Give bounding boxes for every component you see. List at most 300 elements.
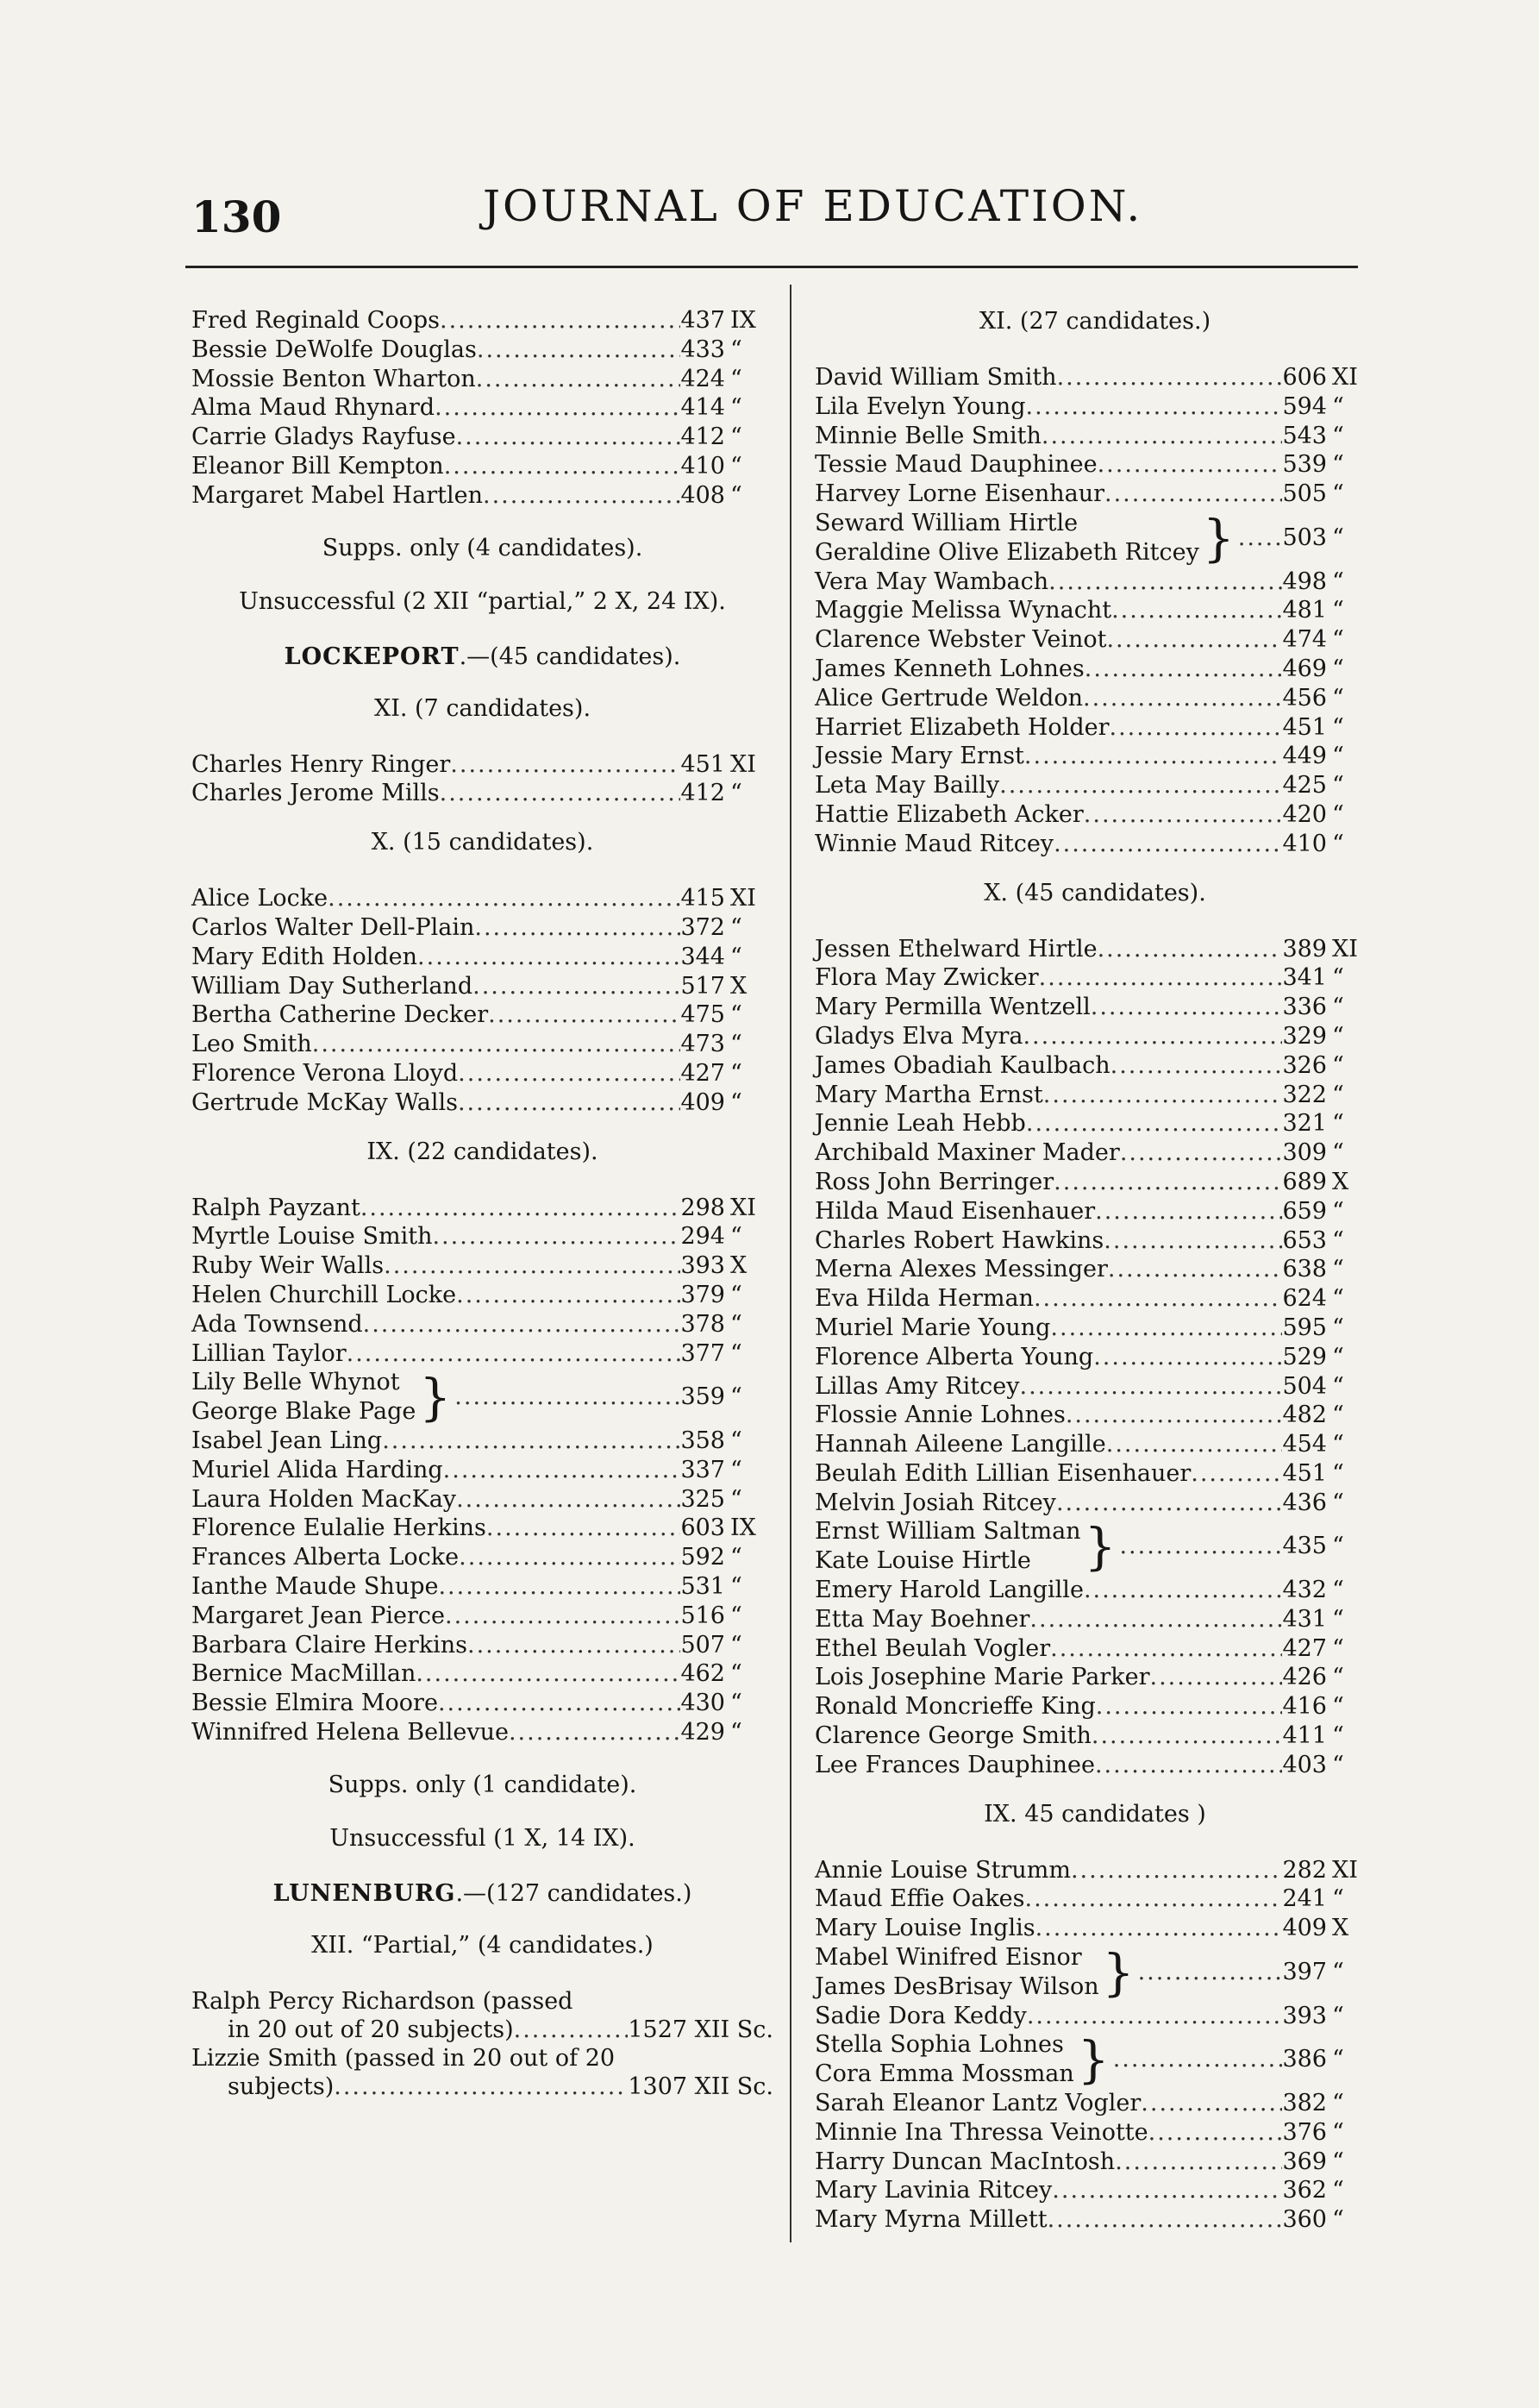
candidate-grade: “	[1332, 800, 1344, 828]
candidate-score: 282	[1282, 1856, 1327, 1884]
candidate-grade: “	[1332, 422, 1344, 449]
candidate-name: Gladys Elva Myra	[815, 1022, 1023, 1050]
candidate-grade: “	[1332, 1605, 1344, 1633]
candidate-row	[191, 1088, 773, 1118]
candidate-row	[815, 1634, 1375, 1664]
candidate-score: 362	[1282, 2177, 1327, 2204]
candidate-row	[815, 1343, 1375, 1372]
candidate-name: Bertha Catherine Decker	[191, 1001, 489, 1029]
candidate-grade: XI	[1332, 935, 1358, 963]
candidate-score: 436	[1282, 1489, 1327, 1516]
candidate-name: Lily Belle Whynot	[191, 1369, 400, 1396]
left-column	[191, 306, 773, 2101]
leader-dots	[1141, 2089, 1282, 2118]
tied-names	[815, 1517, 1081, 1576]
leader-dots	[1111, 596, 1282, 625]
candidate-row	[191, 1514, 773, 1543]
candidate-score: 424	[680, 365, 725, 392]
candidate-name: Winnie Maud Ritcey	[815, 830, 1054, 857]
tied-candidates	[815, 509, 1375, 568]
candidate-score: 516	[680, 1602, 725, 1629]
leader-dots	[1106, 1430, 1283, 1459]
candidate-grade: “	[1332, 480, 1344, 508]
candidate-row	[191, 423, 773, 452]
candidate-grade: “	[1332, 1634, 1344, 1662]
candidate-score: 425	[1282, 772, 1327, 800]
candidate-name: Mary Myrna Millett	[815, 2206, 1048, 2234]
grade-heading: XI. (7 candidates).	[373, 694, 591, 722]
candidate-score: 594	[1282, 392, 1327, 420]
candidate-score: 241	[1282, 1885, 1327, 1913]
candidate-name: Fred Reginald Coops	[191, 307, 441, 334]
brace-glyph: }	[1084, 1517, 1117, 1577]
candidate-name: Harry Duncan MacIntosh	[815, 2148, 1116, 2175]
town-heading-lunenburg	[191, 1877, 773, 1911]
leader-dots	[458, 1088, 681, 1118]
leader-dots	[1138, 1958, 1283, 1987]
candidate-row	[815, 935, 1375, 964]
candidate-grade: “	[730, 1031, 742, 1058]
candidate-grade: “	[730, 1690, 742, 1717]
candidate-score: 427	[680, 1059, 725, 1087]
candidate-grade: “	[1332, 1402, 1344, 1429]
candidate-name: Ethel Beulah Vogler	[815, 1634, 1051, 1662]
town-name: LOCKEPORT	[284, 643, 460, 670]
entry-text: subjects)	[228, 2073, 335, 2100]
candidate-grade: “	[1332, 1197, 1344, 1225]
candidate-row	[815, 655, 1375, 684]
candidate-grade: “	[1332, 392, 1344, 420]
candidate-grade: XI	[1332, 364, 1358, 391]
candidate-grade: “	[1332, 1489, 1344, 1516]
candidate-grade: “	[1332, 772, 1344, 800]
leader-dots	[1098, 450, 1283, 480]
candidate-row	[815, 480, 1375, 509]
candidate-row	[815, 1022, 1375, 1051]
candidate-name: Helen Churchill Locke	[191, 1281, 457, 1308]
candidate-name: Mary Lavinia Ritcey	[815, 2177, 1053, 2204]
bracketed-pair	[815, 1517, 1375, 1576]
candidate-grade: “	[1332, 2002, 1344, 2029]
candidate-name: Flora May Zwicker	[815, 964, 1039, 992]
candidate-score: 409	[1282, 1915, 1327, 1942]
leader-dots	[1048, 568, 1282, 597]
leader-dots	[384, 1251, 680, 1281]
leader-dots	[360, 1194, 681, 1223]
candidate-name: Leta May Bailly	[815, 772, 1000, 800]
candidate-grade: “	[1332, 524, 1344, 551]
bracketed-pair	[191, 1368, 773, 1427]
candidate-name: Jessen Ethelward Hirtle	[815, 935, 1098, 963]
header-rule	[185, 266, 1358, 268]
leader-dots	[1057, 363, 1283, 392]
tied-names	[191, 1368, 416, 1427]
leader-dots	[1106, 625, 1282, 655]
candidate-row	[815, 1605, 1375, 1634]
candidate-name: Ruby Weir Walls	[191, 1252, 385, 1280]
leader-dots	[1035, 1914, 1283, 1943]
list-xi-a	[815, 363, 1375, 509]
candidate-grade: “	[1332, 1256, 1344, 1283]
candidate-name: James Kenneth Lohnes	[815, 655, 1085, 682]
candidate-row	[815, 1576, 1375, 1605]
brace-glyph: }	[1077, 2030, 1110, 2090]
leader-dots	[1148, 2118, 1283, 2148]
candidate-name: Barbara Claire Herkins	[191, 1631, 467, 1659]
candidate-score: 543	[1282, 422, 1327, 449]
leader-dots	[1095, 1751, 1283, 1780]
candidate-name: David William Smith	[815, 364, 1057, 391]
candidate-row	[191, 1602, 773, 1631]
candidate-score: 369	[1282, 2148, 1327, 2175]
candidate-score: 416	[1282, 1693, 1327, 1721]
leader-dots	[999, 771, 1282, 800]
candidate-grade: “	[730, 1456, 742, 1483]
candidate-score: 603	[680, 1514, 725, 1542]
candidate-grade: “	[1332, 1885, 1344, 1913]
candidate-grade: “	[730, 423, 742, 451]
candidate-name: Lee Frances Dauphinee	[815, 1751, 1095, 1778]
leader-dots	[1096, 1692, 1283, 1721]
candidate-row	[815, 2089, 1375, 2118]
list-xi	[191, 750, 773, 809]
candidate-score: 389	[1282, 935, 1327, 963]
tied-candidates	[815, 1517, 1375, 1576]
list-ix-c	[815, 2089, 1375, 2235]
candidate-row	[191, 365, 773, 394]
leader-dots	[1042, 422, 1283, 451]
leader-dots	[514, 2016, 629, 2044]
leader-dots	[1039, 963, 1283, 993]
candidate-name: Sadie Dora Keddy	[815, 2002, 1027, 2029]
candidate-name: Cora Emma Mossman	[815, 2060, 1074, 2088]
candidate-score: 435	[1282, 1533, 1327, 1560]
entry-text: in 20 out of 20 subjects)	[228, 2016, 514, 2043]
candidate-score: 403	[1282, 1751, 1327, 1778]
candidate-name: Harriet Elizabeth Holder	[815, 713, 1110, 741]
supps-note: Supps. only (4 candidates).	[322, 534, 643, 561]
candidate-grade: “	[730, 1660, 742, 1688]
candidate-name: Hattie Elizabeth Acker	[815, 800, 1084, 828]
candidate-score: 451	[1282, 1459, 1327, 1487]
candidate-grade: “	[1332, 568, 1344, 595]
candidate-score: 410	[680, 452, 725, 480]
leader-dots	[416, 1659, 680, 1689]
candidate-name: Alice Gertrude Weldon	[815, 684, 1083, 712]
candidate-name: Alice Locke	[191, 885, 328, 912]
candidate-row	[815, 1751, 1375, 1780]
tied-candidates	[191, 1368, 773, 1427]
candidate-grade: “	[1332, 2206, 1344, 2234]
candidate-row	[815, 1856, 1375, 1885]
candidate-name: Mary Permilla Wentzell	[815, 994, 1091, 1021]
leader-dots	[347, 1339, 681, 1369]
candidate-grade: “	[730, 1059, 742, 1087]
candidate-row	[815, 1226, 1375, 1256]
candidate-row	[191, 1456, 773, 1485]
candidate-name: Harvey Lorne Eisenhaur	[815, 480, 1105, 508]
candidate-name: Lillas Amy Ritcey	[815, 1372, 1020, 1400]
leader-dots	[1056, 1489, 1283, 1518]
supps-note: Supps. only (1 candidate).	[328, 1771, 637, 1798]
candidate-row	[191, 1059, 773, 1088]
leader-dots	[382, 1427, 680, 1456]
candidate-name: Geraldine Olive Elizabeth Ritcey	[815, 538, 1199, 566]
candidate-row	[815, 1430, 1375, 1459]
candidate-name: Merna Alexes Messinger	[815, 1256, 1108, 1283]
candidate-score: 473	[680, 1031, 725, 1058]
candidate-score: 341	[1282, 964, 1327, 992]
candidate-score: 393	[680, 1252, 725, 1280]
candidate-grade: “	[730, 481, 742, 509]
leader-dots	[1054, 1168, 1282, 1197]
candidate-grade: “	[730, 1088, 742, 1116]
candidate-score: 503	[1282, 524, 1327, 551]
candidate-score: 386	[1282, 2046, 1327, 2073]
candidate-grade: X	[1332, 1915, 1349, 1942]
list-xi-b	[815, 568, 1375, 859]
candidate-row	[815, 1081, 1375, 1110]
candidate-name: Florence Alberta Young	[815, 1343, 1094, 1370]
candidate-score: 432	[1282, 1577, 1327, 1604]
candidate-row	[191, 1281, 773, 1310]
partial-entries	[191, 1987, 773, 2101]
leader-dots	[363, 1310, 681, 1339]
candidate-score: 451	[1282, 713, 1327, 741]
candidate-grade: XI	[730, 885, 756, 912]
leader-dots	[1054, 830, 1282, 859]
bracketed-pair	[815, 1943, 1375, 2002]
candidate-row	[815, 1914, 1375, 1943]
candidate-score: 539	[1282, 451, 1327, 479]
candidate-name: Florence Verona Lloyd	[191, 1059, 459, 1087]
candidate-name: Mabel Winifred Eisnor	[815, 1944, 1082, 1972]
candidate-grade: “	[730, 780, 742, 807]
candidate-score: 433	[680, 335, 725, 363]
leader-dots	[1095, 1197, 1282, 1226]
list-x-a	[815, 935, 1375, 1518]
candidate-row	[815, 713, 1375, 743]
candidate-score: 372	[680, 913, 725, 941]
leader-dots	[435, 393, 680, 423]
candidate-row	[191, 335, 773, 365]
candidate-row	[191, 481, 773, 511]
candidate-grade: “	[730, 1718, 742, 1746]
grade-heading: IX. 45 candidates )	[984, 1800, 1206, 1828]
leader-dots	[474, 913, 680, 943]
candidate-score: 427	[1282, 1634, 1327, 1662]
leader-dots	[476, 365, 681, 394]
grade-heading: IX. (22 candidates).	[366, 1138, 598, 1165]
candidate-grade: XI	[730, 750, 756, 778]
leader-dots	[440, 779, 681, 808]
list-top	[191, 306, 773, 511]
candidate-grade: “	[1332, 655, 1344, 682]
list-x-b	[815, 1576, 1375, 1780]
candidate-row	[191, 1689, 773, 1718]
candidate-score: 377	[680, 1339, 725, 1367]
candidate-score: 592	[680, 1544, 725, 1571]
town-name: LUNENBURG	[272, 1879, 456, 1907]
candidate-score: 408	[680, 481, 725, 509]
candidate-name: Margaret Jean Pierce	[191, 1602, 446, 1629]
candidate-row	[815, 1692, 1375, 1721]
candidate-row	[815, 625, 1375, 655]
leader-dots	[1019, 1372, 1282, 1402]
column-divider	[790, 285, 791, 2242]
candidate-row	[191, 1194, 773, 1223]
leader-dots	[456, 1281, 680, 1310]
candidate-name: Emery Harold Langille	[815, 1577, 1084, 1604]
candidate-name: Bessie DeWolfe Douglas	[191, 335, 477, 363]
candidate-row	[191, 884, 773, 913]
leader-dots	[456, 1485, 680, 1514]
candidate-score: 298	[680, 1194, 725, 1221]
candidate-score: 529	[1282, 1343, 1327, 1370]
candidate-grade: “	[730, 1223, 742, 1251]
candidate-name: Ross John Berringer	[815, 1168, 1054, 1195]
list-ix-a	[191, 1194, 773, 1369]
entry-text: Lizzie Smith (passed in 20 out of 20	[191, 2044, 616, 2072]
candidate-grade: XI	[730, 1194, 756, 1221]
candidate-row	[815, 1284, 1375, 1314]
candidate-score: 412	[680, 423, 725, 451]
leader-dots	[1093, 1343, 1282, 1372]
candidate-name: Flossie Annie Lohnes	[815, 1402, 1066, 1429]
candidate-name: Florence Eulalie Herkins	[191, 1514, 486, 1542]
candidate-row	[815, 596, 1375, 625]
leader-dots	[1025, 1884, 1283, 1914]
candidate-row	[815, 2205, 1375, 2235]
tied-names	[815, 509, 1199, 568]
bracketed-pair	[815, 509, 1375, 568]
candidate-grade: “	[730, 1427, 742, 1454]
leader-dots	[1050, 1314, 1282, 1343]
candidate-score: 294	[680, 1223, 725, 1251]
candidate-grade: XI	[1332, 1856, 1358, 1884]
candidate-grade: “	[1332, 743, 1344, 770]
candidate-score: 397	[1282, 1958, 1327, 1985]
leader-dots	[1113, 2045, 1283, 2074]
leader-dots	[443, 1456, 681, 1485]
candidate-name: James Obadiah Kaulbach	[815, 1051, 1110, 1079]
candidate-name: Sarah Eleanor Lantz Vogler	[815, 2090, 1142, 2117]
candidate-grade: “	[1332, 1577, 1344, 1604]
candidate-name: Isabel Jean Ling	[191, 1427, 383, 1454]
candidate-name: Carrie Gladys Rayfuse	[191, 423, 456, 451]
leader-dots	[1119, 1532, 1282, 1561]
candidate-grade: “	[1332, 1022, 1344, 1050]
partial-entry	[191, 2073, 773, 2101]
candidate-grade: “	[730, 943, 742, 970]
leader-dots	[1092, 1721, 1283, 1751]
candidate-grade: “	[730, 1383, 742, 1411]
candidate-grade: “	[1332, 1751, 1344, 1778]
leader-dots	[1066, 1401, 1283, 1430]
town-count: .—(127 candidates.)	[455, 1879, 692, 1907]
candidate-row	[815, 800, 1375, 830]
candidate-score: 411	[1282, 1722, 1327, 1750]
candidate-name: Ianthe Maude Shupe	[191, 1572, 439, 1600]
candidate-name: Clarence Webster Veinot	[815, 626, 1107, 654]
list-ix-a	[815, 1856, 1375, 1943]
candidate-row	[191, 1543, 773, 1572]
candidate-name: Mary Edith Holden	[191, 943, 418, 970]
candidate-row	[191, 306, 773, 335]
candidate-row	[191, 1631, 773, 1660]
tied-candidates	[815, 2030, 1375, 2089]
candidate-row	[815, 1489, 1375, 1518]
tied-names	[815, 2030, 1074, 2089]
candidate-name: Minnie Belle Smith	[815, 422, 1042, 449]
candidate-score: 475	[680, 1001, 725, 1029]
page-title: JOURNAL OF EDUCATION.	[483, 181, 1143, 231]
candidate-name: Alma Maud Rhynard	[191, 394, 435, 422]
candidate-name: Ernst William Saltman	[815, 1518, 1081, 1546]
candidate-score: 430	[680, 1690, 725, 1717]
candidate-score: 410	[1282, 830, 1327, 857]
leader-dots	[509, 1718, 680, 1747]
candidate-grade: “	[730, 1281, 742, 1308]
candidate-name: Gertrude McKay Walls	[191, 1088, 458, 1116]
candidate-grade: “	[1332, 1693, 1344, 1721]
candidate-score: 358	[680, 1427, 725, 1454]
candidate-grade: “	[1332, 1431, 1344, 1458]
candidate-score: 482	[1282, 1402, 1327, 1429]
candidate-name: Mary Martha Ernst	[815, 1081, 1043, 1108]
candidate-name: Lila Evelyn Young	[815, 392, 1026, 420]
candidate-row	[815, 2002, 1375, 2031]
candidate-name: Ada Townsend	[191, 1310, 363, 1338]
leader-dots	[328, 884, 680, 913]
candidate-score: 420	[1282, 800, 1327, 828]
candidate-grade: “	[1332, 964, 1344, 992]
leader-dots	[1027, 2002, 1283, 2031]
candidate-grade: “	[730, 913, 742, 941]
candidate-score: 659	[1282, 1197, 1327, 1225]
leader-dots	[1104, 480, 1282, 509]
candidate-row	[815, 830, 1375, 859]
candidate-row	[191, 1222, 773, 1251]
candidate-name: Clarence George Smith	[815, 1722, 1092, 1750]
candidate-row	[815, 1168, 1375, 1197]
town-heading-lockeport	[191, 640, 773, 674]
candidate-score: 498	[1282, 568, 1327, 595]
candidate-name: Hilda Maud Eisenhauer	[815, 1197, 1096, 1225]
candidate-grade: “	[730, 452, 742, 480]
candidate-row	[815, 422, 1375, 451]
candidate-grade: “	[1332, 1139, 1344, 1167]
candidate-grade: “	[730, 1339, 742, 1367]
candidate-row	[191, 1251, 773, 1281]
candidate-name: Jessie Mary Ernst	[815, 743, 1024, 770]
brace-glyph: }	[419, 1368, 452, 1427]
leader-dots	[1043, 1081, 1283, 1110]
leader-dots	[488, 1000, 680, 1030]
candidate-row	[191, 1572, 773, 1602]
candidate-row	[815, 1372, 1375, 1402]
candidate-score: 336	[1282, 994, 1327, 1021]
brace-glyph: }	[1202, 508, 1235, 568]
candidate-score: 517	[680, 972, 725, 1000]
candidate-name: Tessie Maud Dauphinee	[815, 451, 1098, 479]
candidate-row	[815, 1314, 1375, 1343]
leader-dots	[1085, 655, 1283, 684]
candidate-row	[815, 742, 1375, 771]
leader-dots	[334, 2073, 628, 2101]
candidate-grade: X	[730, 972, 748, 1000]
candidate-grade: “	[1332, 1664, 1344, 1691]
